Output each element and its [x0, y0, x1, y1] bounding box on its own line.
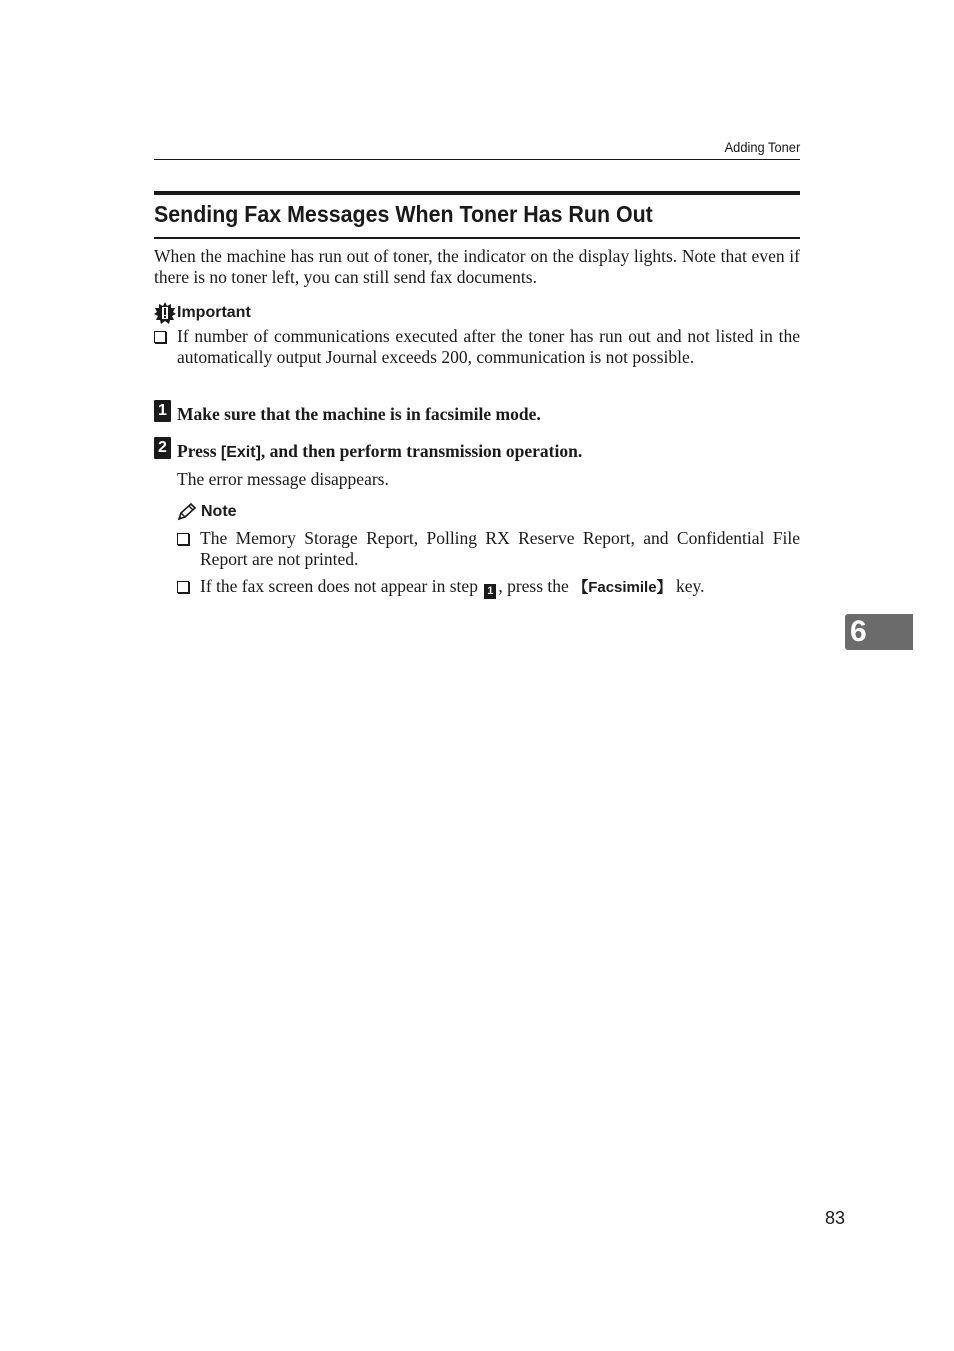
step-number-1: 1: [154, 400, 171, 422]
header-rule: [154, 159, 800, 160]
running-head: Adding Toner: [724, 139, 800, 155]
step-1-text: Make sure that the machine is in facsimile mode.: [177, 404, 541, 424]
pencil-icon: [177, 503, 197, 521]
note-2-text-after: key.: [671, 576, 705, 596]
checkbox-bullet-icon: [154, 331, 166, 343]
note-item: [177, 576, 800, 599]
step-2-text-after: , and then perform transmission operation.: [260, 441, 583, 461]
chapter-tab: [845, 614, 913, 650]
note-item-text: [200, 576, 704, 599]
step-1: [154, 400, 541, 425]
note-heading: [177, 503, 237, 521]
important-label: Important: [177, 304, 251, 321]
note-2-text-before: If the fax screen does not appear in step: [200, 576, 483, 596]
important-item: [154, 326, 800, 368]
title-rule-bottom: [154, 237, 800, 239]
section-title: Sending Fax Messages When Toner Has Run Out: [154, 201, 653, 227]
intro-paragraph: When the machine has run out of toner, the indicator on the display lights. Note that even if there is no toner left, you can still send fax documents.: [154, 246, 800, 287]
important-heading: [154, 302, 251, 324]
checkbox-bullet-icon: [177, 533, 189, 545]
note-item-text: The Memory Storage Report, Polling RX Reserve Report, and Confidential File Report are not printed.: [200, 528, 800, 569]
step-2-result: The error message disappears.: [177, 469, 389, 489]
checkbox-bullet-icon: [177, 581, 189, 593]
step-2-text-before: Press: [177, 441, 221, 461]
facsimile-key-label: 【Facsimile】: [573, 579, 672, 596]
step-reference-icon: 1: [484, 584, 496, 599]
page-number: 83: [824, 1208, 845, 1228]
note-label: Note: [201, 503, 237, 520]
step-2-text: [177, 441, 582, 463]
chapter-number: 6: [850, 615, 867, 648]
step-number-2: 2: [154, 437, 171, 459]
important-icon: [154, 302, 176, 324]
exit-key-label: [Exit]: [220, 444, 261, 461]
title-rule-top: [154, 191, 800, 195]
step-2: [154, 437, 582, 463]
note-2-text-middle: , press the: [498, 576, 574, 596]
important-item-text: If number of communications executed after the toner has run out and not listed in the automatically output Journal exceeds 200, communication is not possible.: [177, 326, 800, 367]
note-item: [177, 528, 800, 570]
